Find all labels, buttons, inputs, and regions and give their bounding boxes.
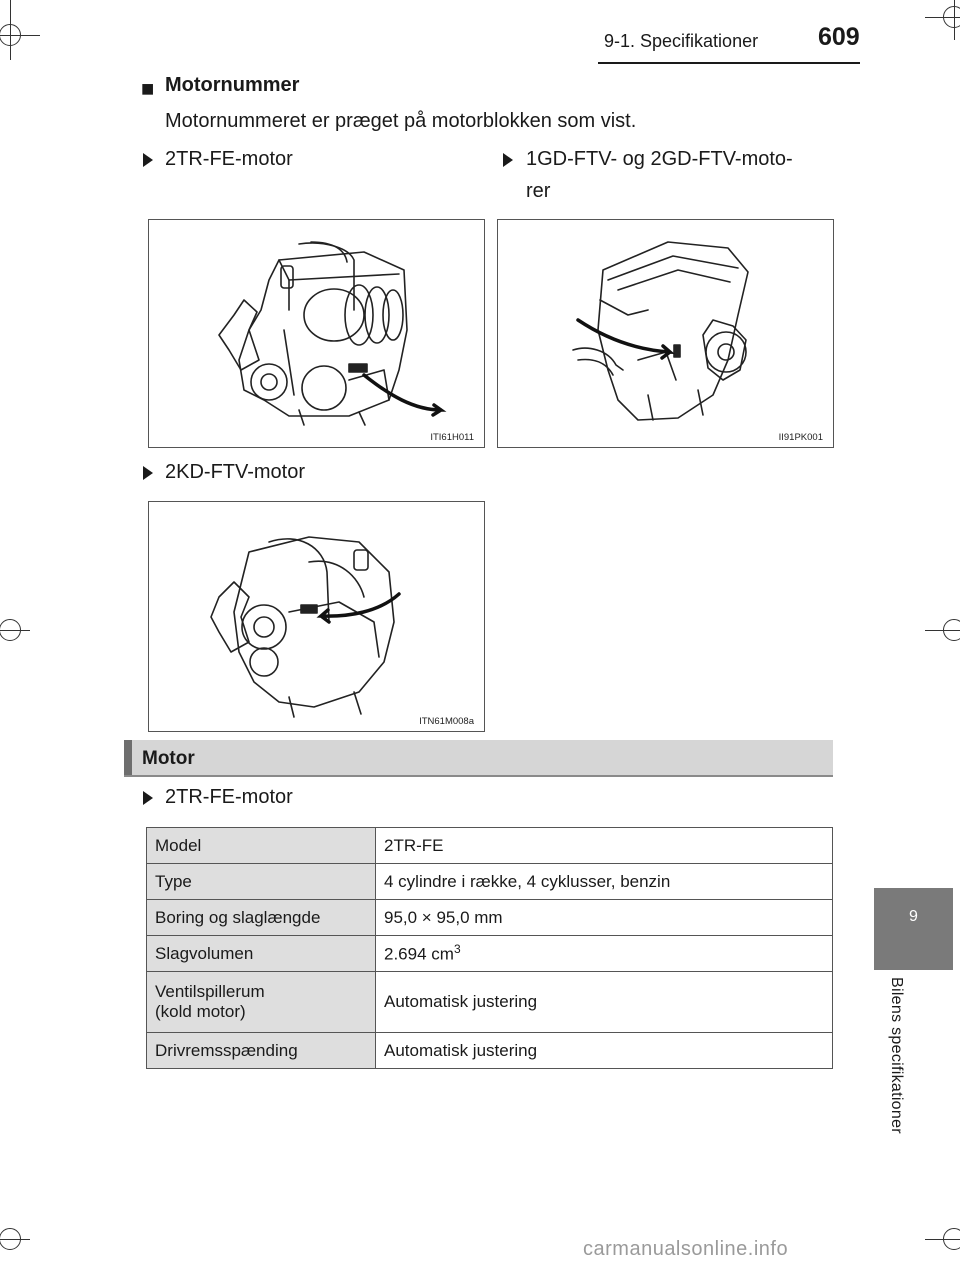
- triangle-bullet-icon: [143, 466, 153, 480]
- figure-caption-2tr: 2TR-FE-motor: [165, 148, 293, 170]
- registration-line: [10, 0, 11, 60]
- figure-code: II91PK001: [778, 432, 823, 443]
- chapter-tab-number: 9: [909, 908, 918, 925]
- spec-value: 95,0 × 95,0 mm: [376, 900, 833, 936]
- engine-spec-table: [146, 827, 833, 1069]
- registration-line: [0, 630, 30, 631]
- figure-2kd-engine: [148, 501, 485, 732]
- registration-line: [0, 35, 40, 36]
- header-rule: [598, 62, 860, 64]
- spec-key: Model: [147, 828, 376, 864]
- spec-value: 4 cylindre i række, 4 cyklusser, benzin: [376, 864, 833, 900]
- spec-key: Type: [147, 864, 376, 900]
- table-subheading-2tr: 2TR-FE-motor: [165, 786, 293, 808]
- figure-caption-1gd-line2: rer: [526, 180, 551, 202]
- triangle-bullet-icon: [143, 791, 153, 805]
- table-row: [147, 864, 833, 900]
- watermark-text: carmanualsonline.info: [583, 1238, 789, 1260]
- section-bar-accent: [124, 740, 132, 775]
- registration-line: [0, 1239, 30, 1240]
- spec-key: Slagvolumen: [147, 936, 376, 972]
- triangle-bullet-icon: [503, 153, 513, 167]
- spec-key: [147, 972, 376, 1033]
- engine-illustration-2kd: [149, 502, 484, 731]
- engine-illustration-1gd: [498, 220, 833, 447]
- figure-code: ITN61M008a: [419, 716, 474, 727]
- registration-line: [925, 1239, 960, 1240]
- motornummer-description: Motornummeret er præget på motorblokken som vist.: [165, 110, 637, 132]
- spec-key: Boring og slaglængde: [147, 900, 376, 936]
- registration-line: [925, 630, 960, 631]
- table-row: [147, 900, 833, 936]
- section-title-motor: Motor: [142, 748, 195, 769]
- spec-value: 2TR-FE: [376, 828, 833, 864]
- triangle-bullet-icon: [143, 153, 153, 167]
- spec-value-text: 2.694 cm: [384, 944, 454, 964]
- superscript-exponent: 3: [453, 942, 461, 957]
- spec-key-line2: (kold motor): [155, 1002, 246, 1021]
- table-row: [147, 1033, 833, 1069]
- spec-value: Automatisk justering: [376, 972, 833, 1033]
- engine-illustration-2tr: [149, 220, 484, 447]
- figure-2tr-engine: [148, 219, 485, 448]
- square-bullet-icon: ■: [141, 76, 155, 101]
- spec-key: Drivremsspænding: [147, 1033, 376, 1069]
- running-header-section: 9-1. Specifikationer: [604, 31, 759, 51]
- heading-motornummer: Motornummer: [165, 74, 300, 96]
- page-number: 609: [818, 23, 860, 51]
- registration-line: [954, 0, 955, 40]
- spec-value: Automatisk justering: [376, 1033, 833, 1069]
- spec-key-line1: Ventilspillerum: [155, 982, 265, 1001]
- section-bar-motor: [124, 740, 833, 777]
- spec-value: [376, 936, 833, 972]
- table-row: [147, 972, 833, 1033]
- chapter-tab-label: Bilens specifikationer: [888, 977, 905, 1134]
- figure-1gd-engine: [497, 219, 834, 448]
- figure-caption-2kd: 2KD-FTV-motor: [165, 461, 306, 483]
- figure-caption-1gd-line1: 1GD-FTV- og 2GD-FTV-moto-: [526, 148, 793, 170]
- table-row: [147, 828, 833, 864]
- chapter-tab: [874, 888, 953, 970]
- table-row: [147, 936, 833, 972]
- figure-code: ITI61H011: [430, 432, 474, 443]
